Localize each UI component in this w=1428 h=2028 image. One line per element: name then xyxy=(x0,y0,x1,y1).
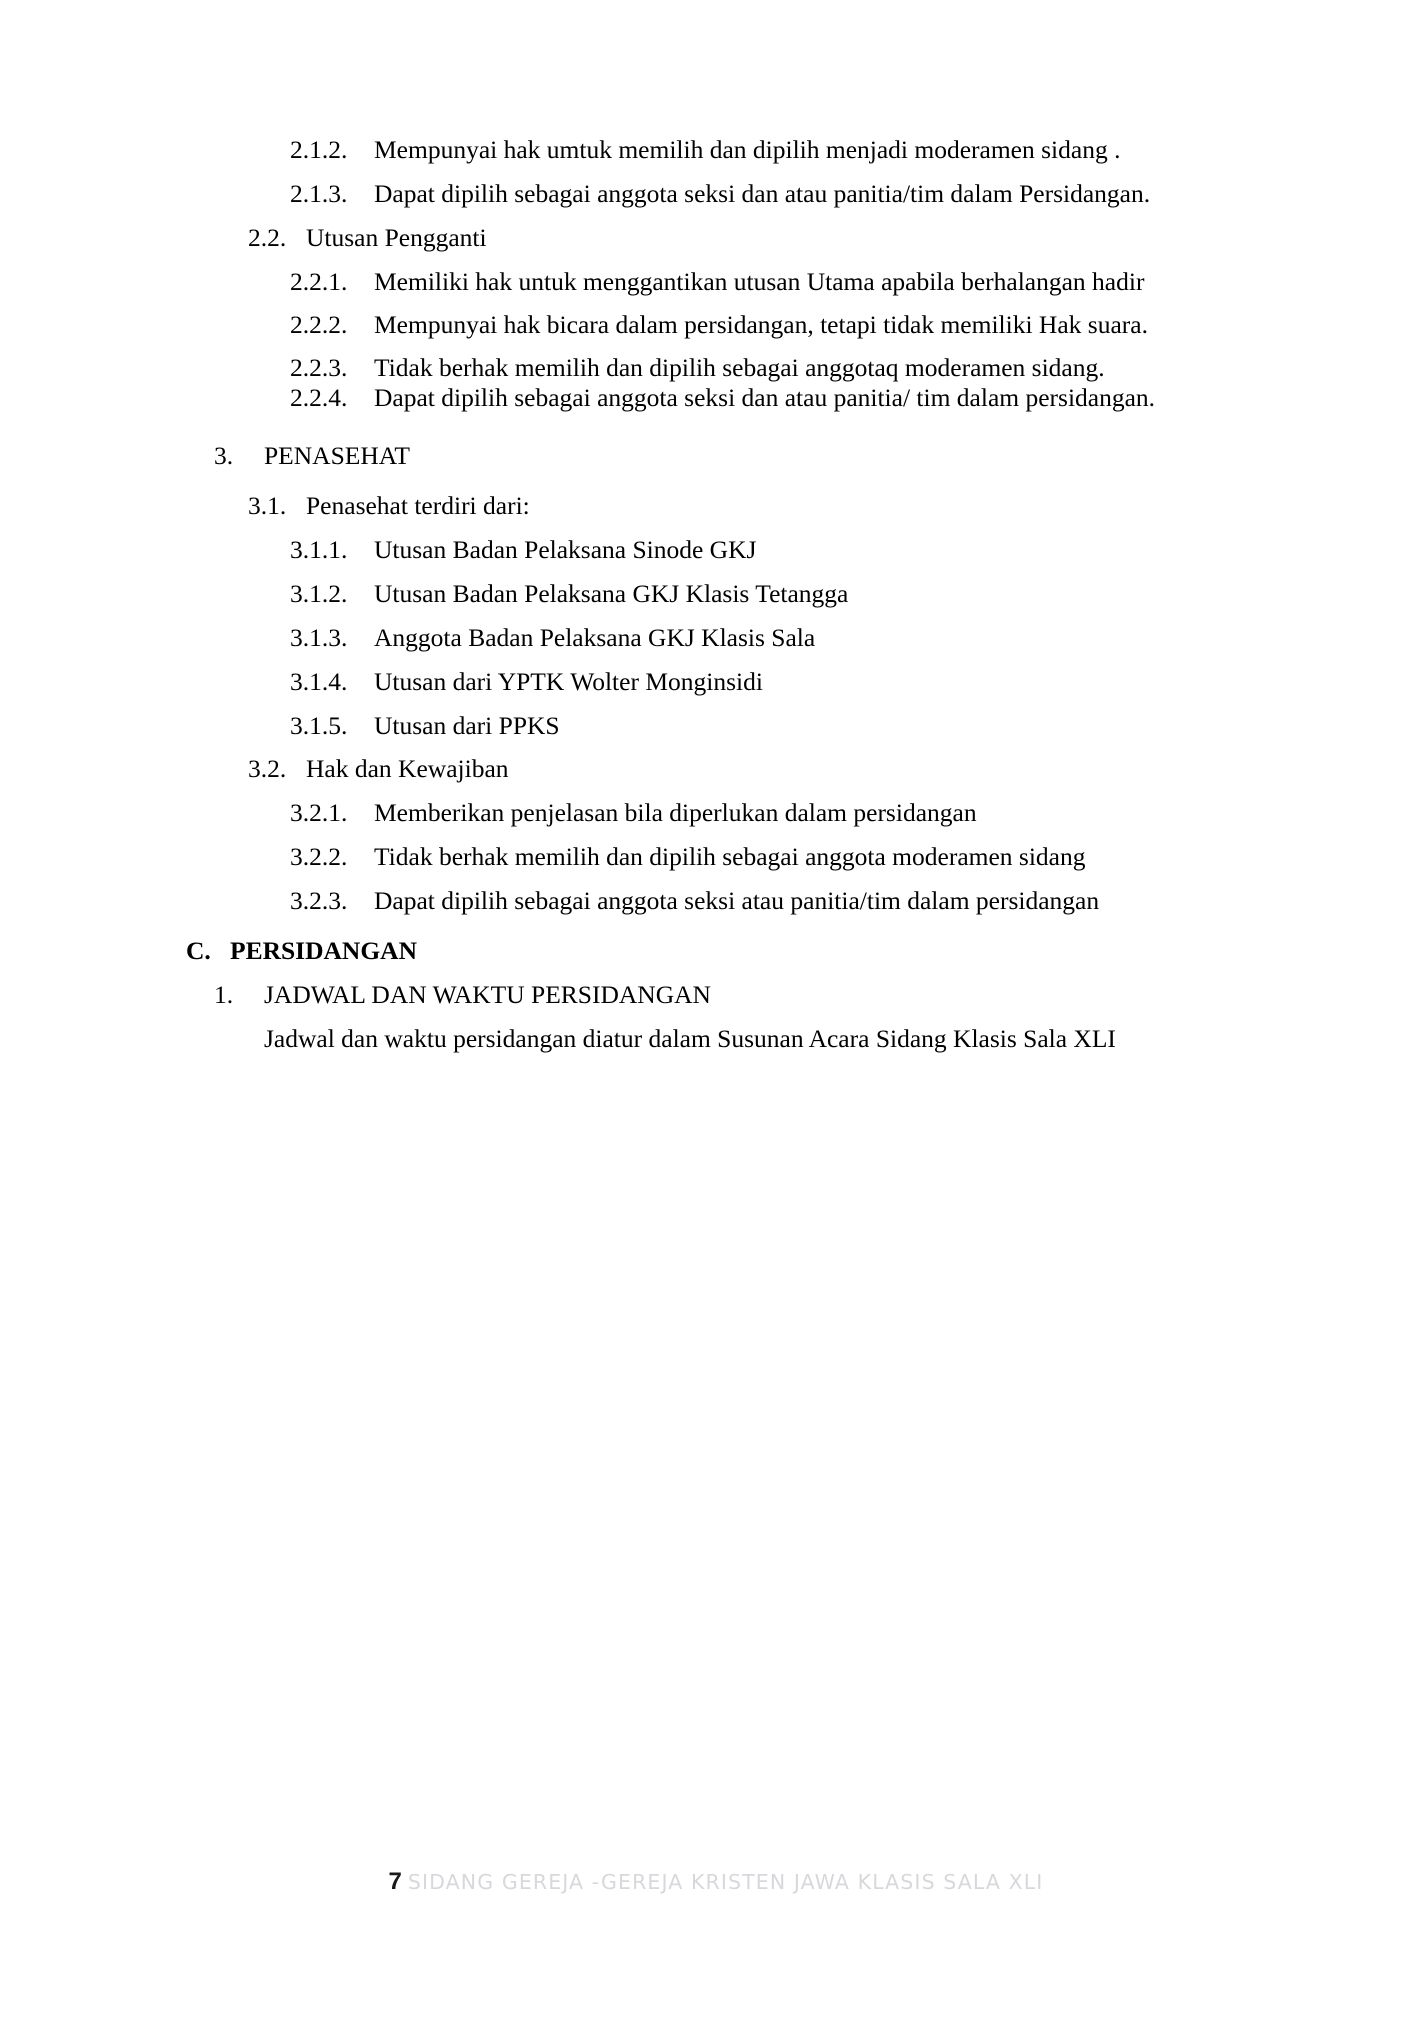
list-item-2-2-1 xyxy=(290,260,1246,304)
list-item-number: 3.2.3. xyxy=(290,886,348,916)
list-item-text: Utusan dari YPTK Wolter Monginsidi xyxy=(374,666,763,696)
list-item-text: Utusan dari PPKS xyxy=(374,710,560,740)
list-item-text: Utusan Badan Pelaksana Sinode GKJ xyxy=(374,535,757,565)
list-item-3-2-3 xyxy=(290,879,1246,923)
list-item-number: 2.2.2. xyxy=(290,310,348,340)
list-item-3-1-1 xyxy=(290,528,1246,572)
list-item-text: Mempunyai hak bicara dalam persidangan, tetapi tidak memiliki Hak suara. xyxy=(374,310,1148,340)
list-item-number: 3.1.2. xyxy=(290,579,348,609)
heading-number: C. xyxy=(186,935,211,965)
list-item-3-2-1 xyxy=(290,791,1246,835)
list-item-3-1 xyxy=(248,484,1246,528)
list-item-text: Mempunyai hak umtuk memilih dan dipilih menjadi moderamen sidang . xyxy=(374,135,1121,164)
list-item-number: 2.2.3. xyxy=(290,353,348,383)
list-item-3-1-2 xyxy=(290,572,1246,616)
list-item-2-2-3 xyxy=(290,353,1246,383)
list-item-2-1-3 xyxy=(290,172,1246,216)
list-item-3-1-3 xyxy=(290,616,1246,660)
heading-number: 3. xyxy=(214,441,234,471)
page-number: 7 xyxy=(388,1868,402,1895)
list-item-2-2-4 xyxy=(290,383,1246,413)
document-body xyxy=(186,128,1246,1060)
heading-c-1 xyxy=(214,973,1246,1017)
list-item-2-2 xyxy=(248,216,1246,260)
heading-text: PENASEHAT xyxy=(264,441,410,471)
heading-section-c xyxy=(186,929,1246,973)
list-item-number: 2.2. xyxy=(248,222,287,252)
list-item-3-2 xyxy=(248,747,1246,791)
list-item-number: 3.1. xyxy=(248,491,287,521)
list-item-3-2-2 xyxy=(290,835,1246,879)
list-item-2-1-2 xyxy=(290,128,1246,172)
list-item-number: 2.2.4. xyxy=(290,382,348,412)
list-item-3-1-4 xyxy=(290,660,1246,704)
list-item-text: Tidak berhak memilih dan dipilih sebagai anggota moderamen sidang xyxy=(374,842,1086,872)
list-item-number: 3.2. xyxy=(248,754,287,784)
heading-number: 1. xyxy=(214,979,234,1009)
heading-text: JADWAL DAN WAKTU PERSIDANGAN xyxy=(264,979,711,1009)
list-item-number: 2.1.3. xyxy=(290,178,348,208)
list-item-text: Utusan Pengganti xyxy=(306,222,487,252)
list-item-number: 2.2.1. xyxy=(290,266,348,296)
heading-text: PERSIDANGAN xyxy=(230,935,418,965)
list-item-text: Dapat dipilih sebagai anggota seksi atau panitia/tim dalam persidangan xyxy=(374,886,1100,916)
list-item-text: Hak dan Kewajiban xyxy=(306,754,509,784)
heading-3-penasehat xyxy=(214,434,1246,478)
page-footer xyxy=(186,1868,1246,1896)
list-item-3-1-5 xyxy=(290,704,1246,748)
paragraph-text: Jadwal dan waktu persidangan diatur dalam Susunan Acara Sidang Klasis Sala XLI xyxy=(264,1023,1116,1053)
list-item-number: 3.1.4. xyxy=(290,666,348,696)
spacer xyxy=(186,412,1246,434)
list-item-number: 3.1.1. xyxy=(290,535,348,565)
list-item-text: Penasehat terdiri dari: xyxy=(306,491,530,521)
list-item-number: 3.2.1. xyxy=(290,798,348,828)
list-item-text: Dapat dipilih sebagai anggota seksi dan atau panitia/ tim dalam persidangan. xyxy=(374,382,1156,412)
list-item-number: 3.1.3. xyxy=(290,622,348,652)
paragraph-c-1 xyxy=(264,1017,1246,1061)
list-item-text: Utusan Badan Pelaksana GKJ Klasis Tetangga xyxy=(374,579,849,609)
list-item-number: 3.2.2. xyxy=(290,842,348,872)
list-item-number: 3.1.5. xyxy=(290,710,348,740)
list-item-text: Anggota Badan Pelaksana GKJ Klasis Sala xyxy=(374,622,816,652)
list-item-2-2-2 xyxy=(290,303,1246,347)
list-item-text: Memberikan penjelasan bila diperlukan dalam persidangan xyxy=(374,798,977,828)
list-item-text: Tidak berhak memilih dan dipilih sebagai anggotaq moderamen sidang. xyxy=(374,353,1105,383)
list-item-text: Memiliki hak untuk menggantikan utusan Utama apabila berhalangan hadir xyxy=(374,266,1145,296)
list-item-text: Dapat dipilih sebagai anggota seksi dan atau panitia/tim dalam Persidangan. xyxy=(374,178,1151,208)
list-item-number: 2.1.2. xyxy=(290,135,348,164)
footer-note: SIDANG GEREJA -GEREJA KRISTEN JAWA KLASIS SALA XLI xyxy=(407,1870,1044,1894)
